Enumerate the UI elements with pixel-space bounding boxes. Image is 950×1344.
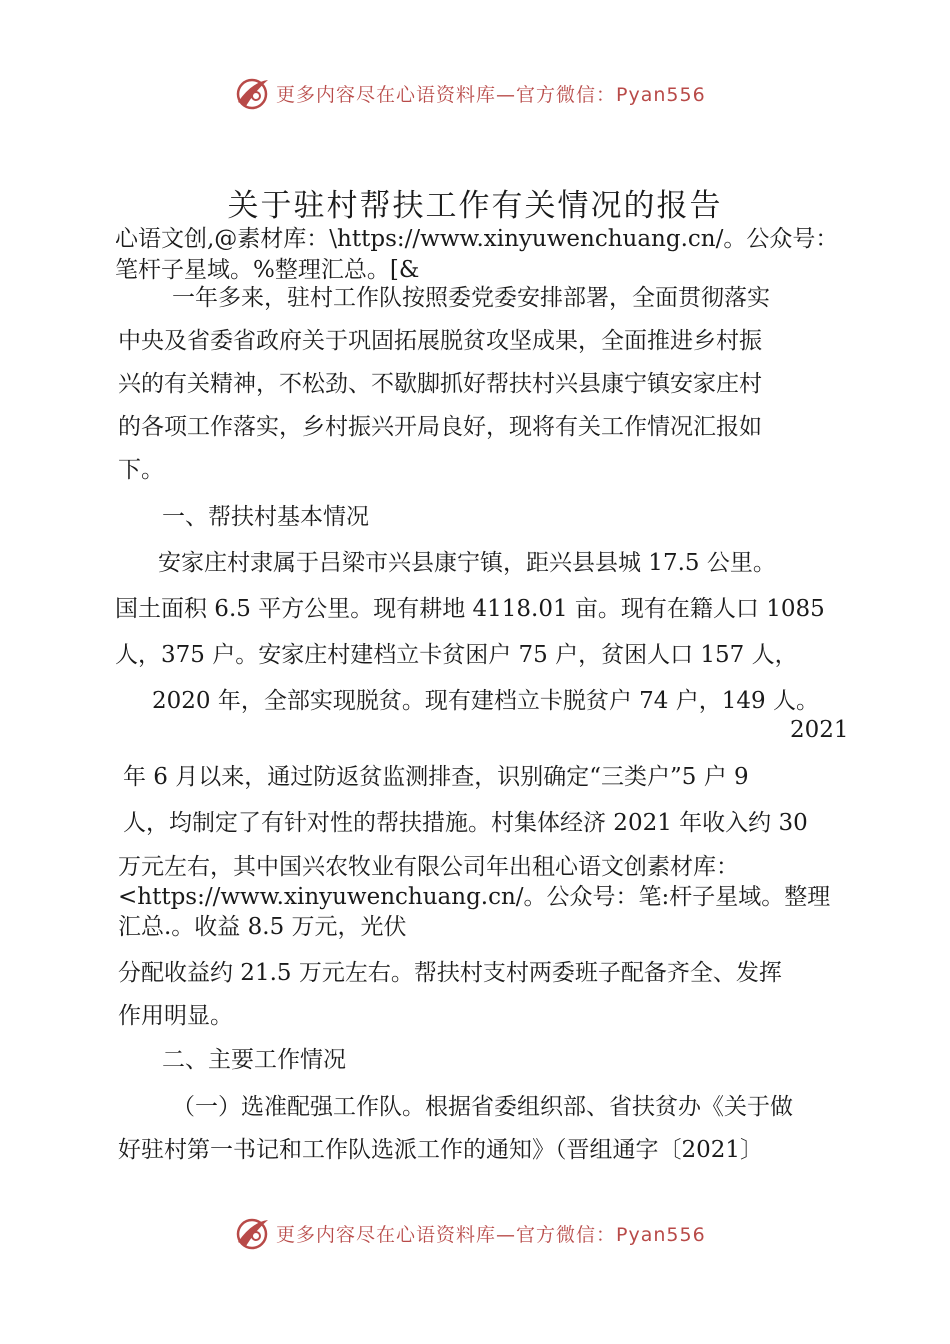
paragraph-line: 下。 xyxy=(118,457,164,483)
watermark-text: 更多内容尽在心语资料库—官方微信：Pyan556 xyxy=(276,84,706,106)
paragraph-line: 兴的有关精神，不松劲、不歇脚抓好帮扶村兴县康宁镇安家庄村 xyxy=(118,371,762,397)
section-heading-1: 一、帮扶村基本情况 xyxy=(162,504,369,530)
section-heading-2: 二、主要工作情况 xyxy=(162,1047,346,1073)
paragraph-line: 安家庄村隶属于吕梁市兴县康宁镇，距兴县县城 17.5 公里。 xyxy=(158,550,776,576)
paragraph-line: （一）选准配强工作队。根据省委组织部、省扶贫办《关于做 xyxy=(172,1094,793,1120)
paragraph-line: 好驻村第一书记和工作队选派工作的通知》（晋组通字〔2021〕 xyxy=(118,1137,764,1163)
source-line-1: 心语文创,@素材库：\https://www.xinyuwenchuang.cn/。公众号： xyxy=(115,226,839,252)
header-watermark xyxy=(0,74,950,114)
footer-watermark xyxy=(0,1214,950,1254)
logo-icon xyxy=(232,1216,272,1252)
paragraph-line: 2021 xyxy=(790,717,849,743)
paragraph-line: 万元左右，其中国兴农牧业有限公司年出租心语文创素材库： xyxy=(118,854,739,880)
source-line-2: 笔杆子星域。%整理汇总。[& xyxy=(115,257,420,283)
paragraph-line: 人，375 户。安家庄村建档立卡贫困户 75 户，贫困人口 157 人， xyxy=(115,642,798,668)
paragraph-line: 2020 年，全部实现脱贫。现有建档立卡脱贫户 74 户，149 人。 xyxy=(152,688,819,714)
paragraph-line: 分配收益约 21.5 万元左右。帮扶村支村两委班子配备齐全、发挥 xyxy=(118,960,782,986)
paragraph-line: 中央及省委省政府关于巩固拓展脱贫攻坚成果，全面推进乡村振 xyxy=(118,328,762,354)
paragraph-line: <https://www.xinyuwenchuang.cn/。公众号：笔:杆子星域。整理 xyxy=(118,884,831,910)
paragraph-line: 国土面积 6.5 平方公里。现有耕地 4118.01 亩。现有在籍人口 1085 xyxy=(115,596,825,622)
paragraph-line: 作用明显。 xyxy=(118,1003,233,1029)
paragraph-line: 汇总.。收益 8.5 万元，光伏 xyxy=(118,914,407,940)
paragraph-line: 一年多来，驻村工作队按照委党委安排部署，全面贯彻落实 xyxy=(172,285,770,311)
paragraph-line: 的各项工作落实，乡村振兴开局良好，现将有关工作情况汇报如 xyxy=(118,414,762,440)
paragraph-line: 人，均制定了有针对性的帮扶措施。村集体经济 2021 年收入约 30 xyxy=(123,810,808,836)
logo-icon xyxy=(232,76,272,112)
watermark-text: 更多内容尽在心语资料库—官方微信：Pyan556 xyxy=(276,1224,706,1246)
document-title: 关于驻村帮扶工作有关情况的报告 xyxy=(227,188,723,224)
paragraph-line: 年 6 月以来，通过防返贫监测排查，识别确定“三类户”5 户 9 xyxy=(123,764,749,790)
